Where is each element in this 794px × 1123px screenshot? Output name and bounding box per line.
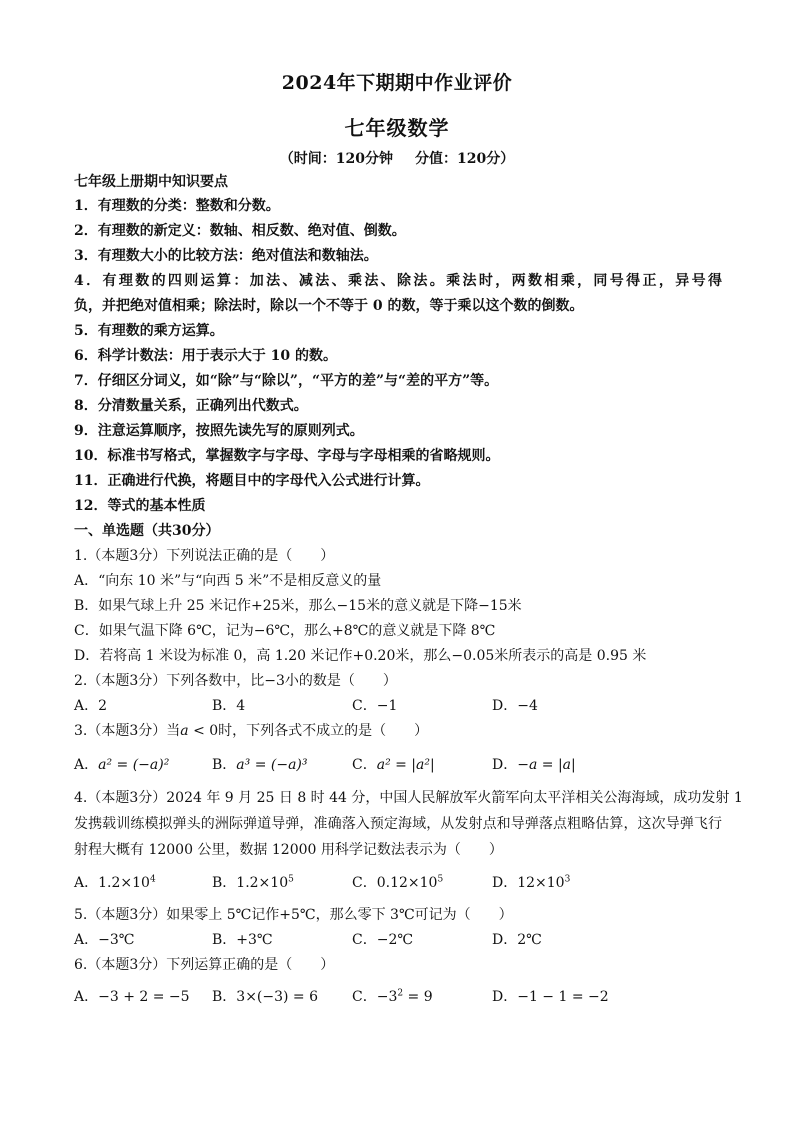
question-4-options: [74, 873, 674, 895]
option-expression: a² = |a²|: [376, 757, 435, 773]
option-exponent: 5: [437, 874, 444, 885]
knowledge-item: 负，并把绝对值相乘；除法时，除以一个不等于 0 的数，等于乘以这个数的倒数。: [74, 298, 584, 314]
question-2-option-d: D．−4: [492, 698, 538, 714]
score-info: 分值：120分）: [415, 151, 515, 167]
option-expression: a³ = (−a)³: [236, 757, 308, 773]
question-4-stem: [74, 785, 743, 863]
question-3-option-b: [212, 755, 308, 775]
question-5-option-c: C．−2℃: [352, 932, 414, 948]
option-expression: −a = |a|: [517, 757, 576, 773]
knowledge-item: 3．有理数大小的比较方法：绝对值法和数轴法。: [74, 248, 378, 264]
question-4-option-a: [74, 873, 156, 893]
question-3-option-c: [352, 755, 435, 775]
knowledge-item: 1．有理数的分类：整数和分数。: [74, 198, 280, 214]
option-base: 12×10: [517, 875, 565, 891]
option-exponent: 5: [288, 874, 294, 885]
question-2-option-a: A．2: [74, 698, 108, 714]
question-1-option-a: A．“向东 10 米”与“向西 5 米”不是相反意义的量: [74, 573, 382, 589]
question-4-option-d: [492, 873, 570, 893]
knowledge-item: 4．有理数的四则运算：加法、减法、乘法、除法。乘法时，两数相乘，同号得正，异号得: [74, 273, 722, 289]
question-3-stem-post: < 0时，下列各式不成立的是（ ）: [188, 723, 429, 739]
question-3-stem-var: a: [180, 723, 189, 739]
section-heading: 一、单选题（共30分）: [74, 523, 220, 539]
question-1-option-c: C．如果气温下降 6℃，记为−6℃，那么+8℃的意义就是下降 8℃: [74, 623, 496, 639]
question-5-stem: 5.（本题3分）如果零上 5℃记作+5℃，那么零下 3℃可记为（ ）: [74, 907, 513, 923]
question-1-stem: 1.（本题3分）下列说法正确的是（ ）: [74, 548, 335, 564]
question-6-option-d: D．−1 − 1 = −2: [492, 989, 609, 1005]
option-label: A．: [74, 875, 99, 891]
knowledge-item: 7．仔细区分词义，如“除”与“除以”，“平方的差”与“差的平方”等。: [74, 373, 499, 389]
question-5-option-b: B．+3℃: [212, 932, 273, 948]
question-3-option-d: [492, 755, 576, 775]
question-6-option-c: [352, 987, 433, 1007]
option-base: 0.12×10: [376, 875, 438, 891]
option-label: D．: [492, 757, 518, 773]
knowledge-heading: 七年级上册期中知识要点: [74, 174, 228, 190]
question-4-line: 射程大概有 12000 公里，数据 12000 用科学记数法表示为（ ）: [74, 842, 503, 858]
knowledge-item: 9．注意运算顺序，按照先读先写的原则列式。: [74, 423, 364, 439]
question-6-options: [74, 987, 674, 1009]
option-label: C．: [352, 875, 377, 891]
knowledge-item: 12．等式的基本性质: [74, 498, 206, 514]
knowledge-item: 11．正确进行代换，将题目中的字母代入公式进行计算。: [74, 473, 430, 489]
question-3-option-a: [74, 755, 169, 775]
question-3-options: [74, 755, 674, 777]
question-4-line: 4.（本题3分）2024 年 9 月 25 日 8 时 44 分，中国人民解放军火箭军向太平洋相关公海海域，成功发射 1: [74, 790, 743, 806]
option-exponent: 2: [397, 988, 404, 999]
knowledge-item: 6．科学计数法：用于表示大于 10 的数。: [74, 348, 337, 364]
question-5-option-a: A．−3℃: [74, 932, 135, 948]
question-1-option-b: B．如果气球上升 25 米记作+25米，那么−15米的意义就是下降−15米: [74, 598, 522, 614]
exam-subject: 七年级数学: [344, 116, 450, 140]
option-label: D．: [492, 875, 518, 891]
knowledge-item: 2．有理数的新定义：数轴、相反数、绝对值、倒数。: [74, 223, 406, 239]
knowledge-item: 10．标准书写格式，掌握数字与字母、字母与字母相乘的省略规则。: [74, 448, 500, 464]
option-expression: a² = (−a)²: [98, 757, 170, 773]
question-2-stem: 2.（本题3分）下列各数中，比−3小的数是（ ）: [74, 673, 397, 689]
question-5-option-d: D．2℃: [492, 932, 542, 948]
knowledge-item: 5．有理数的乘方运算。: [74, 323, 224, 339]
option-base: 1.2×10: [98, 875, 150, 891]
question-2-option-b: B．4: [212, 698, 246, 714]
option-base: −3: [376, 989, 398, 1005]
option-tail: = 9: [403, 989, 433, 1005]
question-4-option-c: [352, 873, 443, 893]
question-2-option-c: C．−1: [352, 698, 398, 714]
question-4-line: 发携载训练模拟弹头的洲际弹道导弹，准确落入预定海域，从发射点和导弹落点粗略估算，这次导弹飞行: [74, 816, 722, 832]
option-label: C．: [352, 989, 377, 1005]
option-exponent: 3: [564, 874, 571, 885]
exam-title: 2024年下期期中作业评价: [281, 72, 513, 94]
time-info: （时间：120分钟: [279, 151, 393, 167]
option-label: B．: [212, 757, 237, 773]
question-3-stem-pre: 3.（本题3分）当: [74, 723, 181, 739]
option-base: 1.2×10: [236, 875, 289, 891]
question-6-option-b: B．3×(−3) = 6: [212, 989, 319, 1005]
option-label: A．: [74, 757, 99, 773]
question-2-options: [74, 696, 674, 716]
question-4-option-b: [212, 873, 294, 893]
question-1-option-d: D．若将高 1 米设为标准 0，高 1.20 米记作+0.20米，那么−0.05米所表示的高是 0.95 米: [74, 648, 647, 664]
question-6-stem: 6.（本题3分）下列运算正确的是（ ）: [74, 957, 335, 973]
question-5-options: [74, 930, 674, 950]
question-3-stem: [74, 721, 428, 741]
exam-time-score: [0, 148, 794, 168]
option-label: B．: [212, 875, 237, 891]
option-exponent: 4: [149, 874, 156, 885]
question-6-option-a: A．−3 + 2 = −5: [74, 989, 190, 1005]
option-label: C．: [352, 757, 377, 773]
knowledge-item: 8．分清数量关系，正确列出代数式。: [74, 398, 308, 414]
